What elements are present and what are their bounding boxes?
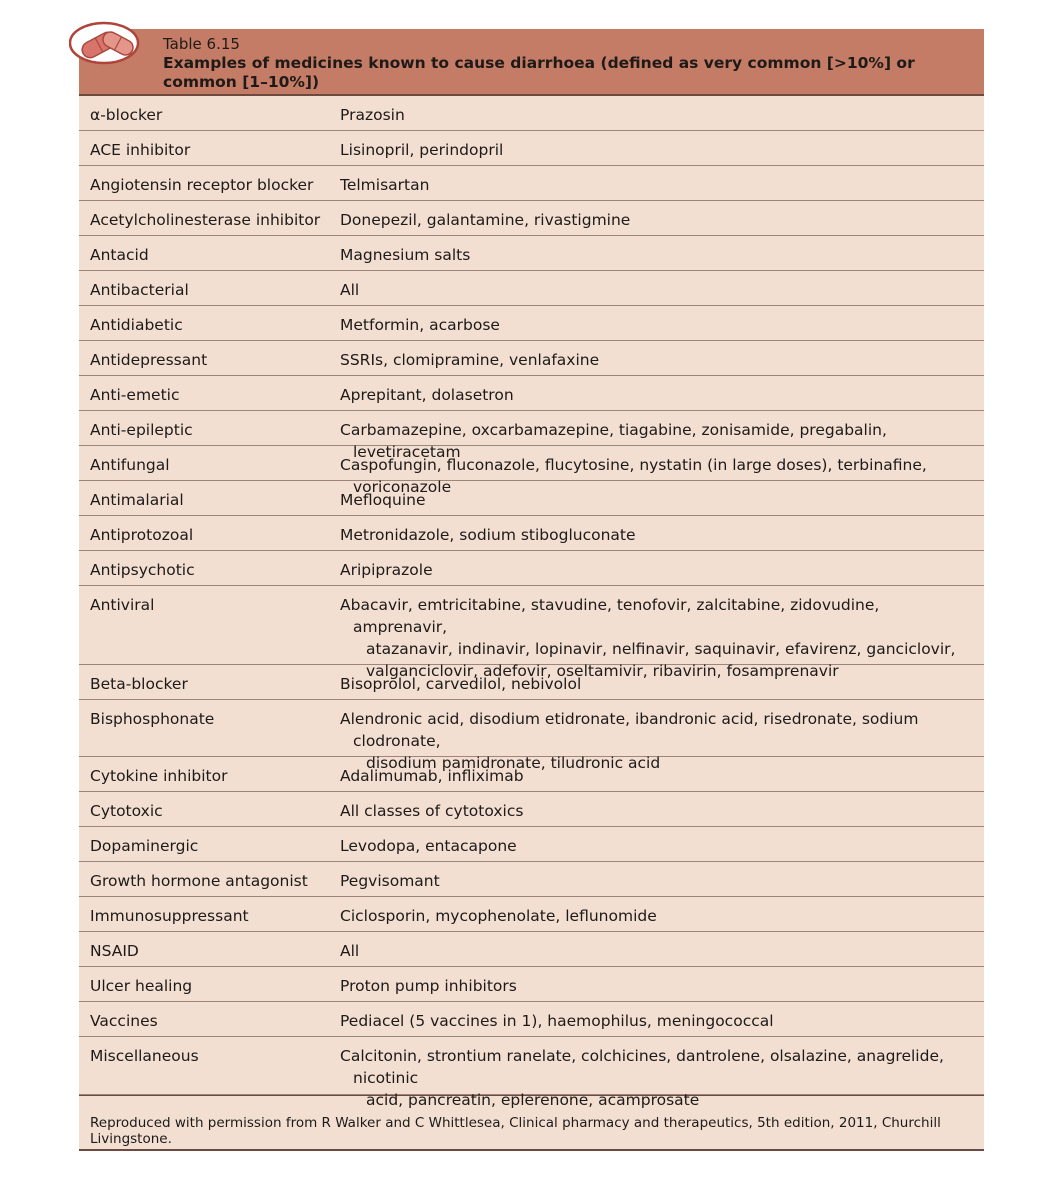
examples-line: All — [340, 942, 360, 960]
pill-capsule-icon — [69, 21, 145, 65]
table-row — [79, 166, 984, 201]
examples-line: Donepezil, galantamine, rivastigmine — [340, 211, 631, 229]
examples-cell — [340, 481, 984, 511]
examples-cell — [340, 1002, 984, 1032]
table-row — [79, 376, 984, 411]
drug-class-cell: Immunosuppressant — [90, 907, 249, 925]
drug-class-cell: NSAID — [90, 942, 139, 960]
examples-line: Mefloquine — [340, 491, 426, 509]
examples-cell — [340, 967, 984, 997]
examples-line: Telmisartan — [340, 176, 430, 194]
table-row — [79, 446, 984, 496]
table-row — [79, 516, 984, 551]
examples-line: atazanavir, indinavir, lopinavir, nelfinavir, saquinavir, efavirenz, ganciclovir, — [366, 640, 956, 658]
table-row — [79, 201, 984, 236]
table-row — [79, 131, 984, 166]
drug-class-cell: Miscellaneous — [90, 1047, 199, 1065]
examples-line: Prazosin — [340, 106, 405, 124]
table-row — [79, 1002, 984, 1037]
drug-class-cell: Growth hormone antagonist — [90, 872, 308, 890]
examples-cell — [340, 897, 984, 927]
examples-line: SSRIs, clomipramine, venlafaxine — [340, 351, 600, 369]
examples-cell — [340, 1037, 984, 1111]
drug-class-cell: ACE inhibitor — [90, 141, 191, 159]
examples-cell — [340, 131, 984, 161]
examples-cell — [340, 665, 984, 695]
examples-line: Adalimumab, infliximab — [340, 767, 524, 785]
examples-cell — [340, 932, 984, 962]
examples-cell — [340, 236, 984, 266]
drug-class-cell: Antimalarial — [90, 491, 184, 509]
examples-line: valganciclovir, adefovir, oseltamivir, ribavirin, fosamprenavir — [366, 662, 839, 680]
examples-cell — [340, 166, 984, 196]
table-row — [79, 897, 984, 932]
table-row — [79, 665, 984, 700]
examples-line: All — [340, 281, 360, 299]
examples-cell — [340, 551, 984, 581]
examples-line: Metronidazole, sodium stibogluconate — [340, 526, 636, 544]
drug-class-cell: Ulcer healing — [90, 977, 193, 995]
drug-class-cell: Antiviral — [90, 596, 155, 614]
examples-line: Carbamazepine, oxcarbamazepine, tiagabine, zonisamide, pregabalin, levetiracetam — [340, 421, 887, 461]
table-row — [79, 1037, 984, 1109]
examples-cell — [340, 341, 984, 371]
examples-cell — [340, 757, 984, 787]
drug-class-cell: Antifungal — [90, 456, 170, 474]
table-row — [79, 551, 984, 586]
table-row — [79, 792, 984, 827]
drug-class-cell: Antibacterial — [90, 281, 189, 299]
drug-class-cell: Antiprotozoal — [90, 526, 194, 544]
drug-class-cell: Cytotoxic — [90, 802, 163, 820]
examples-line: Lisinopril, perindopril — [340, 141, 504, 159]
examples-line: Aprepitant, dolasetron — [340, 386, 514, 404]
table-row — [79, 411, 984, 461]
examples-line: Proton pump inhibitors — [340, 977, 517, 995]
drug-class-cell: Antidiabetic — [90, 316, 183, 334]
drug-class-cell: Antipsychotic — [90, 561, 195, 579]
table-row — [79, 96, 984, 131]
drug-class-cell: Acetylcholinesterase inhibitor — [90, 211, 321, 229]
examples-cell — [340, 792, 984, 822]
medicines-table — [79, 29, 984, 1151]
examples-cell — [340, 96, 984, 126]
table-row — [79, 967, 984, 1002]
table-row — [79, 700, 984, 772]
examples-cell — [340, 306, 984, 336]
examples-line: Pediacel (5 vaccines in 1), haemophilus, meningococcal — [340, 1012, 774, 1030]
table-row — [79, 932, 984, 967]
table-number: Table 6.15 — [163, 35, 240, 53]
examples-cell — [340, 271, 984, 301]
examples-line: All classes of cytotoxics — [340, 802, 524, 820]
examples-cell — [340, 201, 984, 231]
table-row — [79, 586, 984, 680]
examples-line: Pegvisomant — [340, 872, 440, 890]
table-row — [79, 341, 984, 376]
examples-line: Aripiprazole — [340, 561, 433, 579]
table-row — [79, 757, 984, 792]
table-footnote: Reproduced with permission from R Walker and C Whittlesea, Clinical pharmacy and therapeutics, 5th edition, 2011, Churchill Livingstone. — [79, 1095, 984, 1151]
examples-cell — [340, 376, 984, 406]
examples-cell — [340, 516, 984, 546]
drug-class-cell: α-blocker — [90, 106, 163, 124]
drug-class-cell: Anti-epileptic — [90, 421, 193, 439]
drug-class-cell: Bisphosphonate — [90, 710, 215, 728]
examples-cell — [340, 862, 984, 892]
examples-line: Magnesium salts — [340, 246, 471, 264]
drug-class-cell: Cytokine inhibitor — [90, 767, 228, 785]
drug-class-cell: Beta-blocker — [90, 675, 188, 693]
table-body — [79, 96, 984, 1109]
examples-cell — [340, 827, 984, 857]
drug-class-cell: Anti-emetic — [90, 386, 180, 404]
drug-class-cell: Vaccines — [90, 1012, 158, 1030]
table-row — [79, 271, 984, 306]
drug-class-cell: Antacid — [90, 246, 149, 264]
drug-class-cell: Antidepressant — [90, 351, 208, 369]
table-row — [79, 236, 984, 271]
table-header — [79, 29, 984, 96]
table-row — [79, 862, 984, 897]
examples-line: Metformin, acarbose — [340, 316, 500, 334]
drug-class-cell: Angiotensin receptor blocker — [90, 176, 314, 194]
examples-line: Alendronic acid, disodium etidronate, ibandronic acid, risedronate, sodium clodronate, — [340, 710, 919, 750]
examples-line: Ciclosporin, mycophenolate, leflunomide — [340, 907, 657, 925]
table-row — [79, 481, 984, 516]
table-row — [79, 827, 984, 862]
drug-class-cell: Dopaminergic — [90, 837, 199, 855]
examples-line: disodium pamidronate, tiludronic acid — [366, 754, 661, 772]
examples-line: acid, pancreatin, eplerenone, acamprosate — [366, 1091, 700, 1109]
table-title: Examples of medicines known to cause diarrhoea (defined as very common [>10%] or common [1–10%]) — [163, 54, 915, 91]
examples-line: Caspofungin, fluconazole, flucytosine, nystatin (in large doses), terbinafine, voriconazole — [340, 456, 927, 496]
examples-line: Calcitonin, strontium ranelate, colchicines, dantrolene, olsalazine, anagrelide, nicotinic — [340, 1047, 944, 1087]
examples-line: Levodopa, entacapone — [340, 837, 517, 855]
table-row — [79, 306, 984, 341]
examples-line: Bisoprolol, carvedilol, nebivolol — [340, 675, 582, 693]
examples-line: Abacavir, emtricitabine, stavudine, tenofovir, zalcitabine, zidovudine, amprenavir, — [340, 596, 880, 636]
